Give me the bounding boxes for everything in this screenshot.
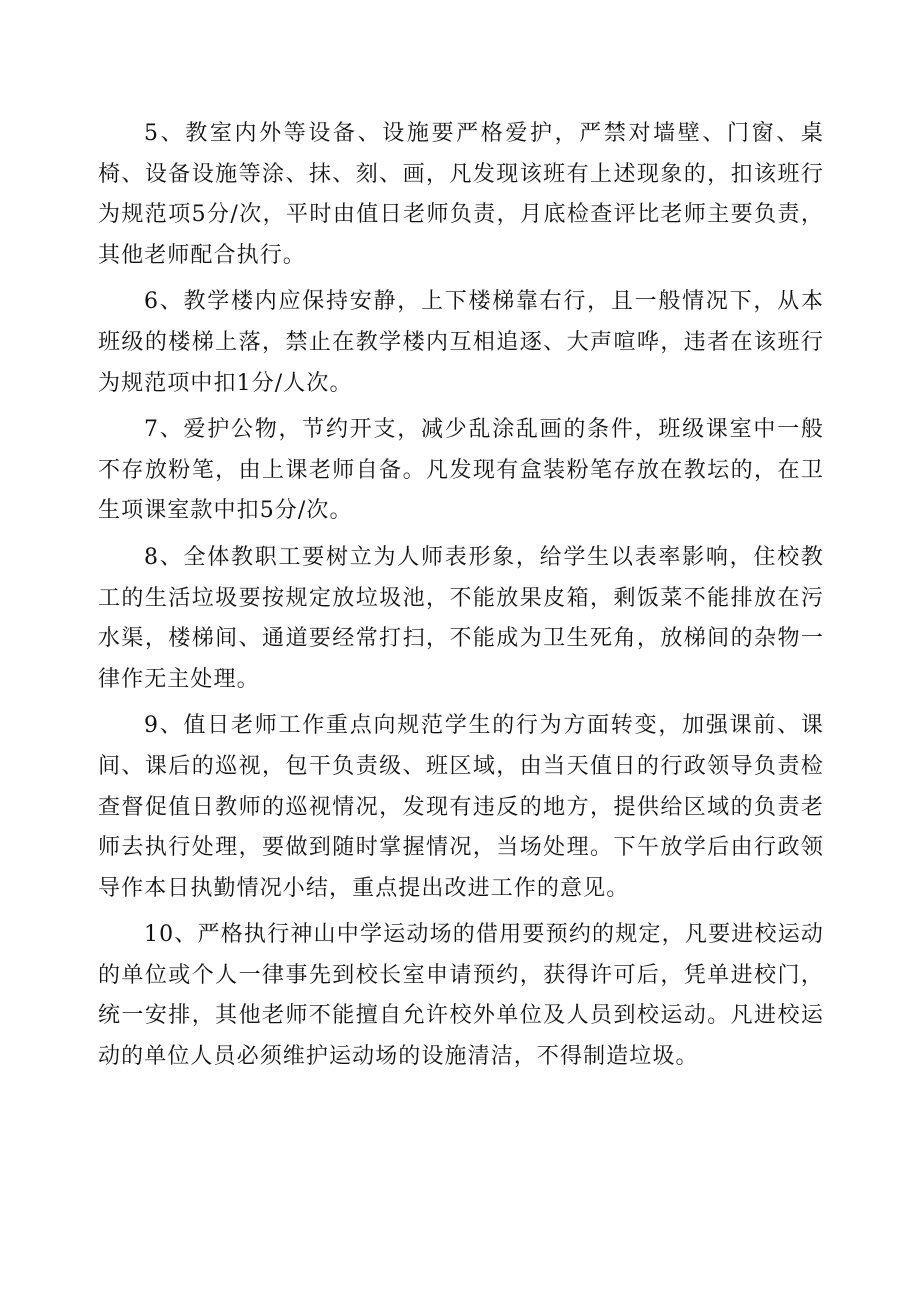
paragraph-item-10: 10、严格执行神山中学运动场的借用要预约的规定，凡要进校运动的单位或个人一律事先到校长室申请预约，获得许可后，凭单进校门，统一安排，其他老师不能擅自允许校外单位及人员到校运动。凡进校运动的单位人员必须维护运动场的设施清洁，不得制造垃圾。 — [98, 922, 824, 1070]
paragraph-item-8: 8、全体教职工要树立为人师表形象，给学生以表率影响，住校教工的生活垃圾要按规定放垃圾池，不能放果皮箱，剩饭菜不能排放在污水渠，楼梯间、通道要经常打扫，不能成为卫生死角，放梯间的杂物一律作无主处理。 — [98, 544, 824, 692]
paragraph-item-9: 9、值日老师工作重点向规范学生的行为方面转变，加强课前、课间、课后的巡视，包干负责级、班区域，由当天值日的行政领导负责检查督促值日教师的巡视情况，发现有违反的地方，提供给区域的负责老师去执行处理，要做到随时掌握情况，当场处理。下午放学后由行政领导作本日执勤情况小结，重点提出改进工作的意见。 — [98, 713, 824, 901]
paragraph-item-7: 7、爱护公物，节约开支，减少乱涂乱画的条件，班级课室中一般不存放粉笔，由上课老师自备。凡发现有盒装粉笔存放在教坛的，在卫生项课室款中扣5分/次。 — [98, 417, 824, 524]
paragraph-item-6: 6、教学楼内应保持安静，上下楼梯靠右行，且一般情况下，从本班级的楼梯上落，禁止在教学楼内互相追逐、大声喧哗，违者在该班行为规范项中扣1分/人次。 — [98, 289, 824, 396]
document-body — [98, 114, 824, 1084]
paragraph-item-5: 5、教室内外等设备、设施要严格爱护，严禁对墙壁、门窗、桌椅、设备设施等涂、抹、刻、画，凡发现该班有上述现象的，扣该班行为规范项5分/次，平时由值日老师负责，月底检查评比老师主要负责，其他老师配合执行。 — [98, 121, 824, 268]
